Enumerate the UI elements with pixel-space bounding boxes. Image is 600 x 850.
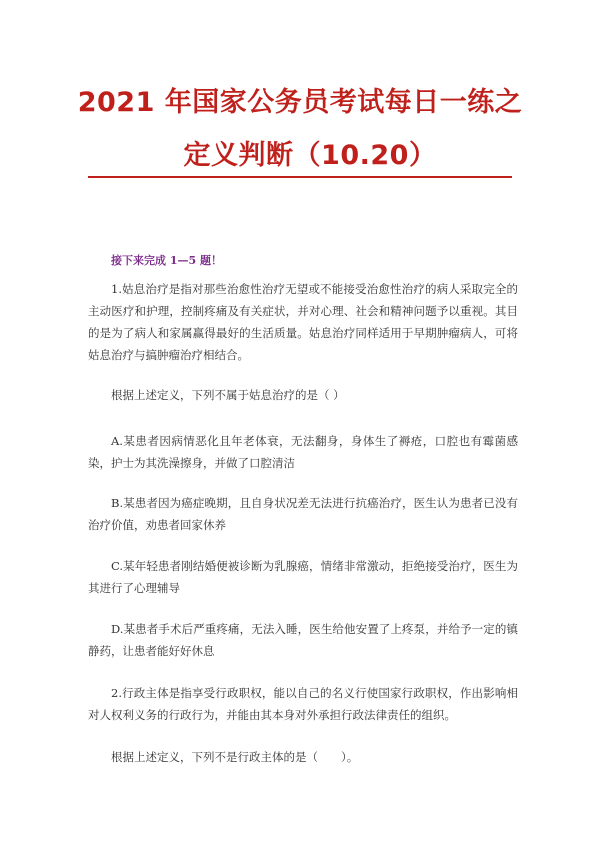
- question-1-option-b: B.某患者因为癌症晚期，且自身状况差无法进行抗癌治疗，医生认为患者已没有治疗价值，劝患者回家休养: [88, 496, 518, 532]
- question-2-prompt: 根据上述定义，下列不是行政主体的是（ ）。: [111, 750, 359, 764]
- section-intro: 接下来完成 1—5 题！: [111, 254, 222, 267]
- question-1-prompt: 根据上述定义，下列不属于姑息治疗的是（ ）: [111, 388, 345, 402]
- page-title-line-1: 2021 年国家公务员考试每日一练之: [77, 87, 523, 118]
- question-1-stem: 1.姑息治疗是指对那些治愈性治疗无望或不能接受治愈性治疗的病人采取完全的主动医疗和护理，控制疼痛及有关症状，并对心理、社会和精神问题予以重视。其目的是为了病人和家属赢得最好的生活质量。姑息治疗同样适用于早期肿瘤病人，可将姑息治疗与搞肿瘤治疗相结合。: [88, 282, 518, 362]
- title-divider: [88, 176, 512, 178]
- question-1-option-d: D.某患者手术后严重疼痛，无法入睡，医生给他安置了上疼泵，并给予一定的镇静药，让患者能好好休息: [88, 622, 518, 658]
- question-1-option-c: C.某年轻患者刚结婚便被诊断为乳腺癌，情绪非常激动，拒绝接受治疗，医生为其进行了心理辅导: [88, 559, 518, 595]
- page-title-line-2: 定义判断（10.20）: [183, 140, 437, 171]
- question-2-stem: 2.行政主体是指享受行政职权，能以自己的名义行使国家行政职权，作出影响相对人权利义务的行政行为，并能由其本身对外承担行政法律责任的组织。: [88, 686, 518, 722]
- question-1-option-a: A.某患者因病情恶化且年老体衰，无法翻身，身体生了褥疮，口腔也有霉菌感染，护士为其洗澡擦身，并做了口腔清洁: [88, 434, 518, 470]
